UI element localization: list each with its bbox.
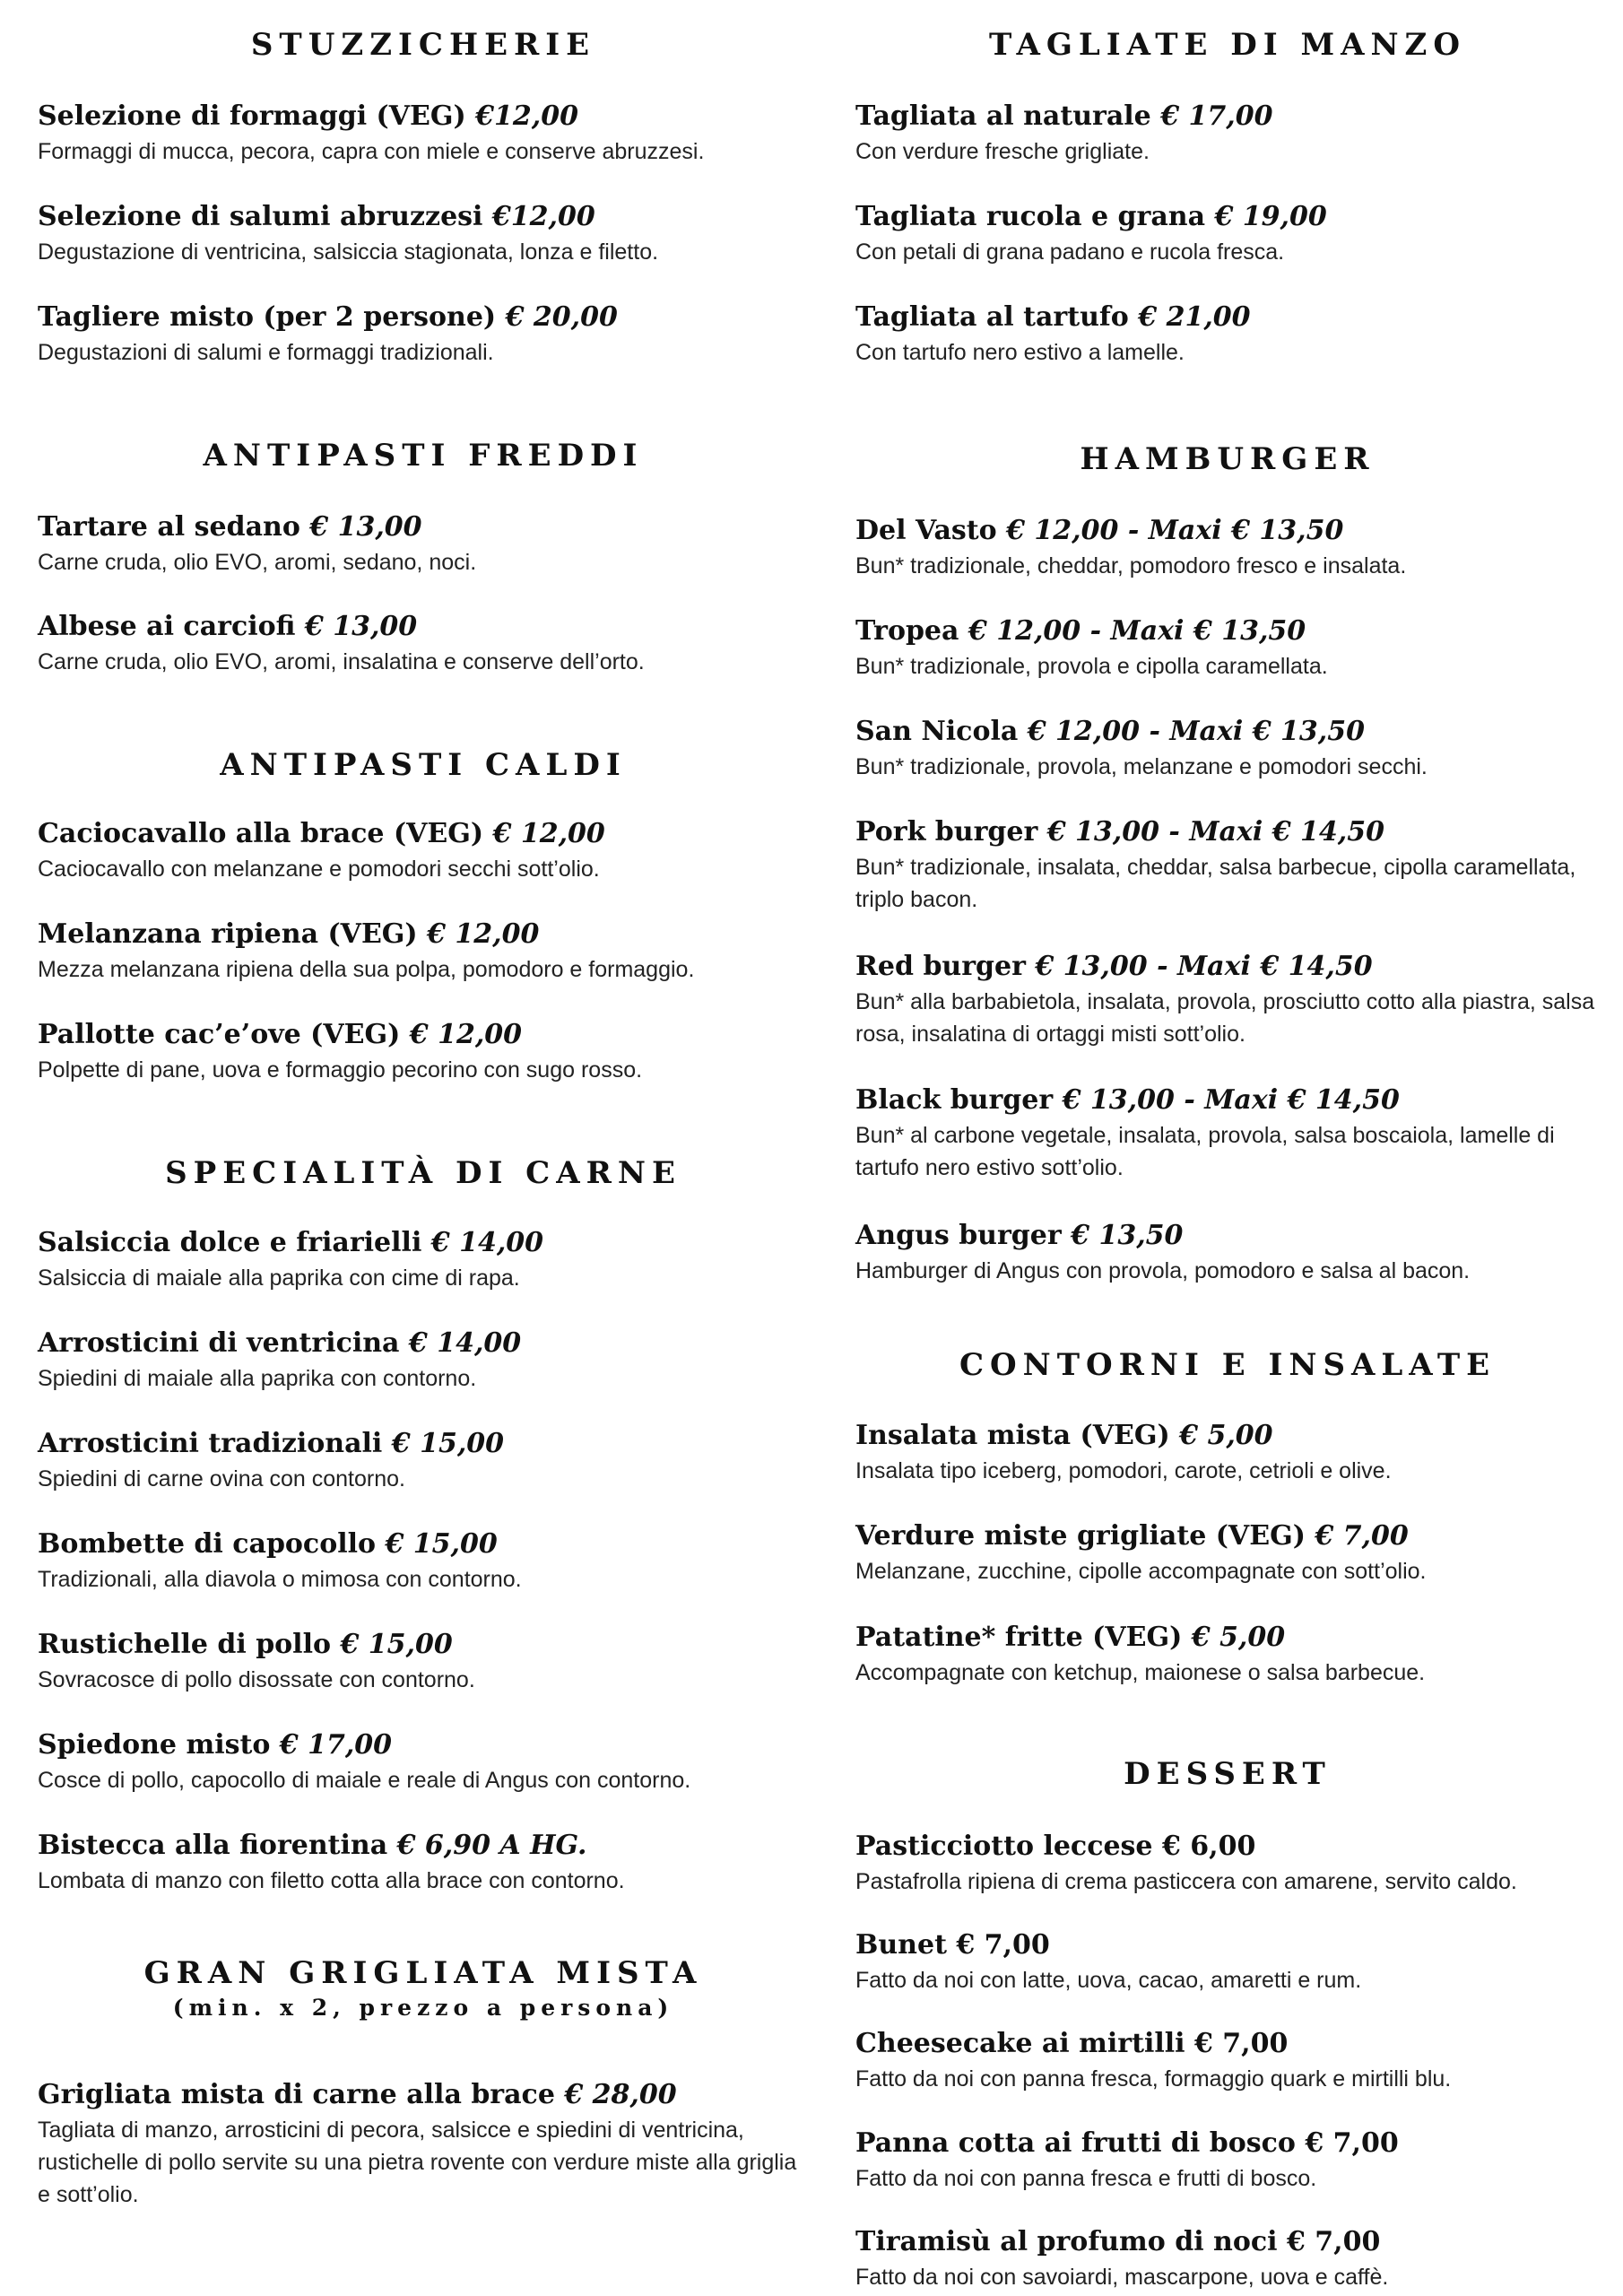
menu-item-description: Bun* al carbone vegetale, insalata, provola, salsa boscaiola, lamelle di tartufo nero estivo sott’olio. (855, 1123, 1555, 1180)
menu-item (855, 951, 1600, 1050)
section-header (38, 438, 809, 474)
menu-item-price: € 13,00 - Maxi € 14,50 (1035, 951, 1373, 982)
menu-item (855, 301, 1600, 369)
menu-item-title: Insalata mista (VEG) (855, 1420, 1180, 1451)
menu-item-title: Salsiccia dolce e friarielli (38, 1227, 431, 1258)
menu-item-name (855, 951, 1600, 982)
menu-item-title: Tiramisù al profumo di noci € 7,00 (855, 2226, 1381, 2257)
menu-item-description: Fatto da noi con latte, uova, cacao, amaretti e rum. (855, 1968, 1362, 1993)
menu-item-title: Spiedone misto (38, 1729, 280, 1761)
menu-item (38, 1729, 809, 1796)
menu-item-title: Angus burger (855, 1220, 1072, 1251)
menu-item (855, 615, 1600, 683)
menu-item-title: Del Vasto (855, 515, 1007, 546)
menu-item-title: Patatine* fritte (VEG) (855, 1622, 1192, 1653)
menu-item-title: Caciocavallo alla brace (VEG) (38, 818, 493, 849)
menu-item-description: Bun* alla barbabietola, insalata, provola, prosciutto cotto alla piastra, salsa rosa, insalatina di ortaggi misti sott’olio. (855, 989, 1595, 1047)
menu-item-price: € 12,00 - Maxi € 13,50 (968, 615, 1306, 647)
menu-item-name (38, 1327, 809, 1359)
menu-item-title: Rustichelle di pollo (38, 1629, 341, 1660)
menu-item-description: Salsiccia di maiale alla paprika con cime di rapa. (38, 1265, 520, 1291)
menu-item-name (38, 1019, 809, 1050)
menu-item (38, 511, 809, 578)
menu-item-price: € 28,00 (564, 2079, 677, 2110)
menu-item-description: Carne cruda, olio EVO, aromi, insalatina e conserve dell’orto. (38, 649, 645, 674)
menu-item-price: € 15,00 (340, 1629, 453, 1660)
menu-item-title: Melanzana ripiena (VEG) (38, 918, 428, 950)
section-header (855, 441, 1600, 477)
menu-item-description: Hamburger di Angus con provola, pomodoro e salsa al bacon. (855, 1258, 1471, 1283)
menu-item-name (855, 201, 1600, 232)
menu-item-price: €12,00 (491, 201, 595, 232)
menu-item-title: Verdure miste grigliate (VEG) (855, 1520, 1315, 1552)
menu-item-description: Con petali di grana padano e rucola fresca. (855, 239, 1285, 265)
menu-item-description: Accompagnate con ketchup, maionese o salsa barbecue. (855, 1660, 1426, 1685)
menu-item-description: Bun* tradizionale, provola, melanzane e pomodori secchi. (855, 754, 1428, 779)
menu-item-description: Mezza melanzana ripiena della sua polpa, pomodoro e formaggio. (38, 957, 695, 982)
menu-item-price: € 7,00 (1315, 1520, 1409, 1552)
menu-item-name (855, 816, 1600, 848)
menu-item-price: € 14,00 (430, 1227, 544, 1258)
menu-item (855, 1520, 1600, 1587)
menu-item-title: Pallotte cac’e’ove (VEG) (38, 1019, 410, 1050)
menu-item-name (855, 301, 1600, 333)
menu-item (38, 100, 809, 168)
menu-item (38, 1830, 809, 1897)
menu-item (855, 1831, 1600, 1898)
menu-item (38, 1327, 809, 1395)
menu-item-name (855, 100, 1600, 132)
menu-item-title: Arrosticini tradizionali (38, 1428, 392, 1459)
menu-item-title: Grigliata mista di carne alla brace (38, 2079, 565, 2110)
section-header (38, 1955, 809, 2021)
menu-item-name (38, 918, 809, 950)
menu-item-title: San Nicola (855, 716, 1028, 747)
menu-item-name (855, 1084, 1600, 1116)
menu-item-title: Pork burger (855, 816, 1047, 848)
section-header (855, 1756, 1600, 1792)
menu-item-name (855, 716, 1600, 747)
menu-item-name (38, 511, 809, 543)
menu-item-description: Fatto da noi con panna fresca e frutti di bosco. (855, 2166, 1317, 2191)
menu-item-name (38, 100, 809, 132)
menu-item-title: Cheesecake ai mirtilli € 7,00 (855, 2028, 1289, 2059)
menu-item (855, 1929, 1600, 1996)
menu-item (38, 301, 809, 369)
section-header (855, 1347, 1600, 1383)
menu-item-name (38, 1528, 809, 1560)
menu-item-price: € 5,00 (1191, 1622, 1286, 1653)
section-title: HAMBURGER (1080, 441, 1376, 477)
menu-item-price: € 17,00 (1160, 100, 1273, 132)
menu-item-description: Fatto da noi con savoiardi, mascarpone, uova e caffè. (855, 2265, 1389, 2290)
section-title: DESSERT (1124, 1756, 1332, 1792)
section-title: TAGLIATE DI MANZO (989, 27, 1466, 63)
section-title: CONTORNI E INSALATE (959, 1347, 1497, 1383)
menu-item (855, 201, 1600, 268)
section-header (38, 1155, 809, 1191)
menu-item-description: Sovracosce di pollo disossate con contorno. (38, 1667, 475, 1692)
menu-item-description: Carne cruda, olio EVO, aromi, sedano, noci. (38, 550, 477, 575)
menu-item-description: Formaggi di mucca, pecora, capra con miele e conserve abruzzesi. (38, 139, 705, 164)
menu-item-name (38, 301, 809, 333)
menu-item (855, 515, 1600, 582)
menu-item-price: € 13,00 - Maxi € 14,50 (1046, 816, 1384, 848)
menu-item (855, 100, 1600, 168)
menu-item-title: Arrosticini di ventricina (38, 1327, 409, 1359)
menu-item-name (38, 1729, 809, 1761)
menu-item-title: Bunet € 7,00 (855, 1929, 1050, 1961)
menu-item-title: Tagliere misto (per 2 persone) (38, 301, 506, 333)
menu-item-price: € 5,00 (1179, 1420, 1273, 1451)
menu-item (38, 1528, 809, 1596)
menu-item-name (38, 1629, 809, 1660)
menu-item-description: Fatto da noi con panna fresca, formaggio quark e mirtilli blu. (855, 2066, 1452, 2092)
menu-item-title: Tagliata rucola e grana (855, 201, 1215, 232)
menu-item-description: Degustazione di ventricina, salsiccia stagionata, lonza e filetto. (38, 239, 659, 265)
menu-item-title: Selezione di salumi abruzzesi (38, 201, 492, 232)
menu-item-title: Black burger (855, 1084, 1063, 1116)
menu-item-name (38, 2079, 809, 2110)
menu-item (855, 1622, 1600, 1689)
menu-item (38, 201, 809, 268)
section-subtitle: (min. x 2, prezzo a persona) (172, 1995, 674, 2021)
menu-item (38, 2079, 809, 2211)
menu-item-price: € 12,00 (427, 918, 540, 950)
menu-item-title: Tropea (855, 615, 968, 647)
menu-item-price: € 20,00 (505, 301, 618, 333)
menu-item-title: Bistecca alla fiorentina (38, 1830, 397, 1861)
menu-item-price: € 12,00 (409, 1019, 523, 1050)
menu-item-description: Con tartufo nero estivo a lamelle. (855, 340, 1185, 365)
menu-item (38, 611, 809, 678)
menu-item-title: Tagliata al tartufo (855, 301, 1139, 333)
menu-item-name (855, 2028, 1600, 2059)
menu-item-name (38, 818, 809, 849)
menu-item-description: Caciocavallo con melanzane e pomodori secchi sott’olio. (38, 857, 600, 882)
menu-item-price: € 21,00 (1138, 301, 1251, 333)
menu-item-title: Bombette di capocollo (38, 1528, 386, 1560)
menu-item-description: Spiedini di maiale alla paprika con contorno. (38, 1366, 477, 1391)
menu-item-price: € 13,00 (309, 511, 422, 543)
section-header (855, 27, 1600, 63)
menu-item-description: Melanzane, zucchine, cipolle accompagnate con sott’olio. (855, 1559, 1427, 1584)
menu-item-name (38, 201, 809, 232)
menu-item-name (855, 1831, 1600, 1862)
section-header (38, 747, 809, 783)
menu-item-price: € 12,00 - Maxi € 13,50 (1006, 515, 1344, 546)
menu-item-name (855, 1520, 1600, 1552)
menu-item (855, 2127, 1600, 2195)
menu-item-title: Red burger (855, 951, 1036, 982)
menu-item-name (855, 1420, 1600, 1451)
menu-item-price: € 12,00 - Maxi € 13,50 (1027, 716, 1365, 747)
menu-item-name (855, 1929, 1600, 1961)
menu-item-description: Con verdure fresche grigliate. (855, 139, 1150, 164)
menu-item-description: Cosce di pollo, capocollo di maiale e reale di Angus con contorno. (38, 1768, 691, 1793)
menu-item-name (855, 1622, 1600, 1653)
menu-item-name (855, 2127, 1600, 2159)
menu-item-price: € 6,90 A HG. (396, 1830, 587, 1861)
menu-item-price: €12,00 (475, 100, 578, 132)
menu-item-name (38, 1227, 809, 1258)
menu-item (855, 1420, 1600, 1487)
menu-item-name (855, 1220, 1600, 1251)
menu-item (855, 2226, 1600, 2293)
menu-item-price: € 19,00 (1214, 201, 1327, 232)
section-title: GRAN GRIGLIATA MISTA (143, 1955, 703, 1991)
menu-item-description: Tagliata di manzo, arrosticini di pecora, salsicce e spiedini di ventricina, rustichelle di pollo servite su una pietra rovente con verdure miste alla griglia e sott’olio. (38, 2118, 797, 2207)
menu-item-name (38, 1830, 809, 1861)
menu-item (38, 1019, 809, 1086)
menu-item-description: Polpette di pane, uova e formaggio pecorino con sugo rosso. (38, 1057, 643, 1083)
menu-item-description: Pastafrolla ripiena di crema pasticcera con amarene, servito caldo. (855, 1869, 1517, 1894)
menu-item (855, 716, 1600, 783)
menu-item-price: € 15,00 (391, 1428, 505, 1459)
menu-item-price: € 15,00 (385, 1528, 498, 1560)
section-title: SPECIALITÀ DI CARNE (165, 1155, 681, 1191)
menu-item (855, 1220, 1600, 1287)
menu-item-description: Tradizionali, alla diavola o mimosa con contorno. (38, 1567, 522, 1592)
menu-item (855, 816, 1600, 916)
menu-item-description: Bun* tradizionale, provola e cipolla caramellata. (855, 654, 1328, 679)
section-header (38, 27, 809, 63)
menu-item-price: € 12,00 (492, 818, 605, 849)
menu-item-price: € 13,00 - Maxi € 14,50 (1062, 1084, 1400, 1116)
menu-item-name (855, 2226, 1600, 2257)
menu-item-name (38, 611, 809, 642)
menu-item-description: Bun* tradizionale, insalata, cheddar, salsa barbecue, cipolla caramellata, triplo bacon. (855, 855, 1576, 912)
menu-item-title: Albese ai carciofi (38, 611, 305, 642)
menu-item (38, 1629, 809, 1696)
menu-item-description: Insalata tipo iceberg, pomodori, carote, cetrioli e olive. (855, 1458, 1392, 1483)
menu-item-price: € 17,00 (279, 1729, 393, 1761)
menu-item-description: Spiedini di carne ovina con contorno. (38, 1466, 405, 1492)
menu-item-title: Selezione di formaggi (VEG) (38, 100, 476, 132)
menu-item (38, 818, 809, 885)
section-title: STUZZICHERIE (250, 27, 596, 63)
menu-item-description: Lombata di manzo con filetto cotta alla brace con contorno. (38, 1868, 625, 1893)
menu-item (38, 1428, 809, 1495)
menu-item-price: € 13,00 (304, 611, 418, 642)
menu-item (38, 1227, 809, 1294)
menu-item-price: € 14,00 (408, 1327, 522, 1359)
menu-item (855, 1084, 1600, 1184)
section-title: ANTIPASTI CALDI (220, 747, 627, 783)
menu-item-title: Panna cotta ai frutti di bosco € 7,00 (855, 2127, 1399, 2159)
menu-item-price: € 13,50 (1071, 1220, 1184, 1251)
menu-item-name (855, 515, 1600, 546)
menu-item-title: Tartare al sedano (38, 511, 310, 543)
menu-item-description: Bun* tradizionale, cheddar, pomodoro fresco e insalata. (855, 553, 1407, 578)
section-title: ANTIPASTI FREDDI (203, 438, 644, 474)
menu-item-name (855, 615, 1600, 647)
menu-item-title: Tagliata al naturale (855, 100, 1161, 132)
menu-item (855, 2028, 1600, 2095)
menu-item-name (38, 1428, 809, 1459)
menu-item-title: Pasticciotto leccese € 6,00 (855, 1831, 1256, 1862)
menu-item-description: Degustazioni di salumi e formaggi tradizionali. (38, 340, 494, 365)
menu-item (38, 918, 809, 986)
